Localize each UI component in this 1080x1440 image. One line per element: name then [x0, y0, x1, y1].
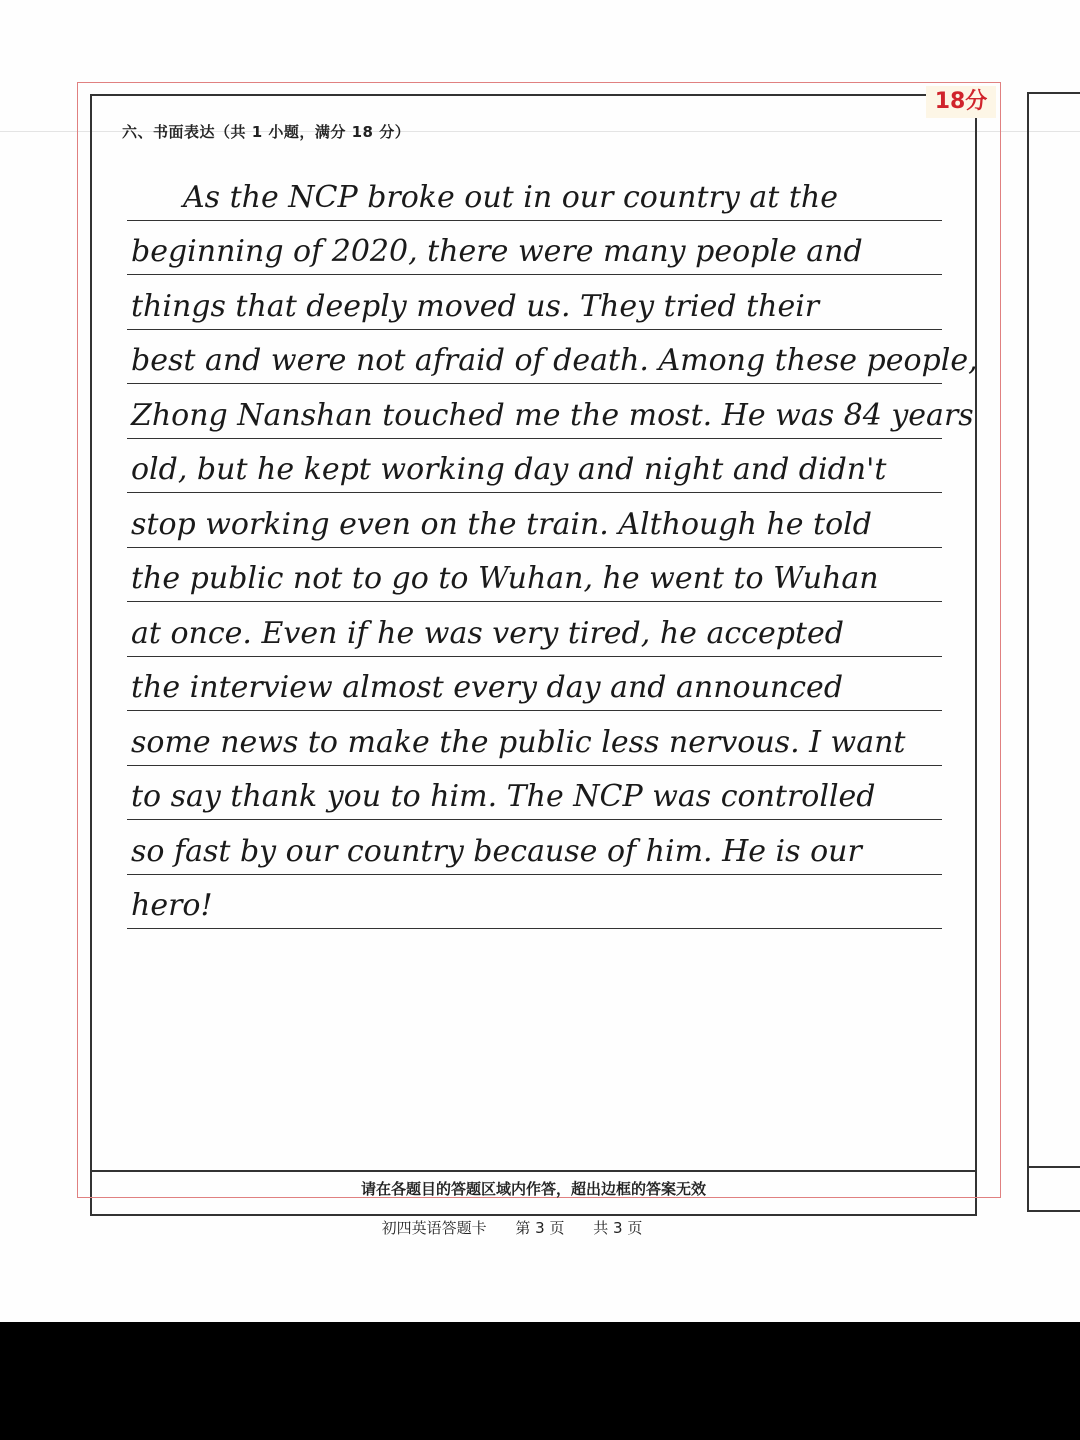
essay-line [127, 166, 942, 221]
essay-line-text: some news to make the public less nervous. I want [131, 724, 906, 760]
essay-line [127, 602, 942, 657]
essay-line-text: so fast by our country because of him. He is our [131, 833, 862, 869]
essay-line-text: old, but he kept working day and night and didn't [131, 452, 887, 487]
essay-line [127, 221, 942, 276]
essay-line [127, 875, 942, 930]
essay-line [127, 330, 978, 385]
essay-line [127, 766, 942, 821]
viewer-bottom-bar [0, 1322, 1080, 1440]
adjacent-page-divider [1027, 1166, 1080, 1168]
essay-line [127, 711, 942, 766]
essay-line-text: As the NCP broke out in our country at the [183, 179, 838, 215]
essay-line-text: beginning of 2020, there were many people and [131, 234, 863, 269]
essay-line [127, 820, 942, 875]
essay-line [127, 384, 974, 439]
essay-lines [127, 166, 978, 929]
section-title: 六、书面表达（共 1 小题，满分 18 分） [122, 123, 411, 141]
essay-line [127, 548, 942, 603]
essay-line [127, 657, 942, 712]
essay-line-text: the interview almost every day and announced [131, 670, 844, 705]
page-total: 共 3 页 [593, 1219, 643, 1237]
essay-line-text: best and were not afraid of death. Among these people, [131, 343, 978, 378]
page-number: 第 3 页 [515, 1219, 565, 1237]
essay-line-text: to say thank you to him. The NCP was controlled [131, 779, 876, 814]
card-name: 初四英语答题卡 [381, 1219, 487, 1237]
essay-line-text: hero! [131, 888, 213, 923]
adjacent-page-edge [1027, 92, 1080, 1212]
answer-area-notice: 请在各题目的答题区域内作答，超出边框的答案无效 [360, 1180, 706, 1198]
essay-line-text: Zhong Nanshan touched me the most. He was 84 years [131, 397, 974, 433]
essay-line [127, 493, 942, 548]
score-badge: 18分 [926, 86, 996, 118]
essay-line-text: stop working even on the train. Although he told [131, 506, 872, 542]
page-footer [0, 1217, 1024, 1238]
essay-line-text: things that deeply moved us. They tried their [131, 288, 820, 324]
essay-line [127, 275, 942, 330]
essay-line [127, 439, 942, 494]
essay-line-text: the public not to go to Wuhan, he went to Wuhan [131, 561, 879, 596]
essay-line-text: at once. Even if he was very tired, he accepted [131, 615, 844, 651]
